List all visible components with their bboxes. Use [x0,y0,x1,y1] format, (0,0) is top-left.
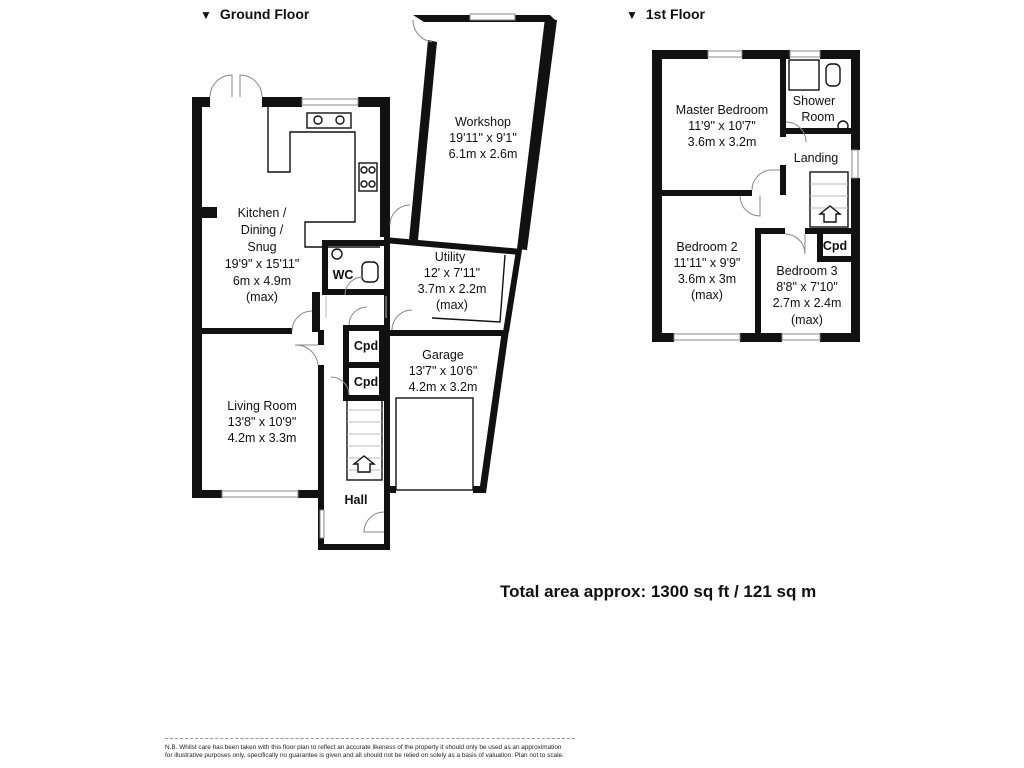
chimney-breast [202,207,217,218]
garage-dimensions-metric: 4.2m x 3.2m [408,380,478,394]
workshop-east-wall [517,18,557,250]
utility-dimensions-metric: 3.7m x 2.2m [417,282,487,296]
disclaimer-text: N.B. Whilst care has been taken with this floor plan to reflect an accurate likeness of the property it should only be used as an approximation for illustrative purposes only, specifically no guarantee is given and all should not be relied on solely as a basis of valuation. Plan not to scale. [165,744,564,759]
sink-bowl-icon [336,116,344,124]
workshop-dimensions-metric: 6.1m x 2.6m [448,147,518,161]
cpd-label: Cpd [353,375,379,389]
living-window [222,491,298,497]
workshop-west-wall [409,40,437,240]
cpd-divider-wall [343,362,385,368]
kitchen-north-wall-b [262,97,302,107]
bed3-window [782,334,820,340]
garage-south-wall-a [384,486,396,493]
master-dimensions-metric: 3.6m x 3.2m [687,135,757,149]
garage-east-wall [479,330,509,493]
utility-west-wall [384,237,390,332]
kitchen-north-wall-a [192,97,210,107]
bed3-dimensions-imperial: 8'8" x 7'10" [776,280,838,294]
living-dimensions-imperial: 13'8" x 10'9" [227,415,297,429]
triangle-down-icon: ▼ [200,8,212,22]
hob-ring-icon [369,181,375,187]
bed3-north-wall-a [755,228,785,234]
bed3-door-icon [785,234,805,254]
first-floor-title-text: 1st Floor [645,6,706,22]
kitchen-window [302,99,358,105]
utility-east-wall [503,250,522,332]
shower-window [790,51,820,57]
kitchen-label: Snug [247,240,277,254]
landing-west-wall [780,165,786,195]
garage-label: Garage [422,348,464,362]
bed2-max-note: (max) [691,288,723,302]
garage-dimensions-imperial: 13'7" x 10'6" [408,364,478,378]
hall-wall-upper [312,292,320,332]
bed3-max-note: (max) [791,313,823,327]
ff-south-wall-c [820,333,860,342]
kitchen-dimensions-imperial: 19'9" x 15'11" [224,257,300,271]
utility-label: Utility [434,250,466,264]
living-south-wall-a [192,490,222,498]
bed2-east-wall [755,228,761,338]
hall-south-wall [318,544,390,550]
cpd2-bottom-wall [343,395,385,401]
wc-west-wall [322,240,328,295]
garage-south-wall-b [473,486,486,493]
bed2-dimensions-metric: 3.6m x 3m [677,272,737,286]
disclaimer-divider [165,738,575,739]
kitchen-door-icon [292,311,312,331]
garage-west-wall [384,330,390,493]
kitchen-max-note: (max) [246,290,278,304]
bedroom-2-label: Bedroom 2 [676,240,738,254]
triangle-down-icon: ▼ [626,8,638,22]
workshop-label: Workshop [454,115,512,129]
wc-toilet-icon [362,262,378,282]
shower-tray-icon [789,60,819,90]
stair-treads [810,184,848,208]
workshop-door-icon [413,20,432,42]
living-east-wall-a [318,330,324,345]
garage-door-icon [392,310,412,330]
living-east-wall-b [318,365,324,498]
utility-max-note: (max) [436,298,468,312]
garage-door [396,398,473,490]
shower-room-label: Room [801,110,835,124]
shower-south-wall [780,128,860,134]
garage-north-wall [384,330,507,336]
living-west-wall [192,330,202,498]
front-door-icon [364,512,384,532]
shower-toilet-icon [826,64,840,86]
kitchen-label: Dining / [240,223,284,237]
workshop-window [470,14,515,20]
ff-east-wall-a [851,50,860,150]
hall-passage [326,296,386,318]
master-window [708,51,742,57]
utility-door-icon [390,205,410,225]
hall-label: Hall [344,493,368,507]
ff-cpd-south-wall [817,256,857,262]
wc-basin-icon [332,249,342,259]
wc-north-wall [322,240,384,246]
master-bedroom-label: Master Bedroom [675,103,769,117]
landing-label: Landing [793,151,839,165]
utility-dimensions-imperial: 12' x 7'11" [423,266,481,280]
cpd-label: Cpd [822,239,848,253]
bed2-door-icon [740,196,760,216]
hob-ring-icon [361,167,367,173]
hob-ring-icon [369,167,375,173]
cpd1-top-wall [343,325,385,331]
ground-floor-title-text: Ground Floor [219,6,310,22]
bed2-dimensions-imperial: 11'11" x 9'9" [673,256,741,270]
bed3-north-wall-b [805,228,860,234]
living-door-icon [295,345,318,365]
kitchen-label: Kitchen / [237,206,287,220]
master-dimensions-imperial: 11'9" x 10'7" [688,119,756,133]
hob-ring-icon [361,181,367,187]
bedroom-3-label: Bedroom 3 [776,264,838,278]
sink-bowl-icon [314,116,322,124]
kitchen-living-wall [192,328,292,334]
ff-north-wall-a [652,50,708,59]
kitchen-dimensions-metric: 6m x 4.9m [232,274,292,288]
master-south-wall [652,190,752,196]
wc-label: WC [332,268,354,282]
wc-south-wall [322,289,386,295]
total-area: Total area approx: 1300 sq ft / 121 sq m [500,582,817,601]
living-room-label: Living Room [227,399,297,413]
bed3-dimensions-metric: 2.7m x 2.4m [772,296,842,310]
kitchen-east-wall [380,97,390,237]
ff-south-wall-a [652,333,674,342]
cpd-door-icon [349,307,367,325]
shower-room-label: Shower [792,94,836,108]
workshop-dimensions-imperial: 19'11" x 9'1" [449,131,517,145]
landing-window [852,150,858,178]
bed2-window [674,334,740,340]
cpd-label: Cpd [353,339,379,353]
french-doors-icon [210,75,262,97]
master-east-wall [780,55,786,137]
hall-window [320,510,324,538]
living-dimensions-metric: 4.2m x 3.3m [227,431,297,445]
